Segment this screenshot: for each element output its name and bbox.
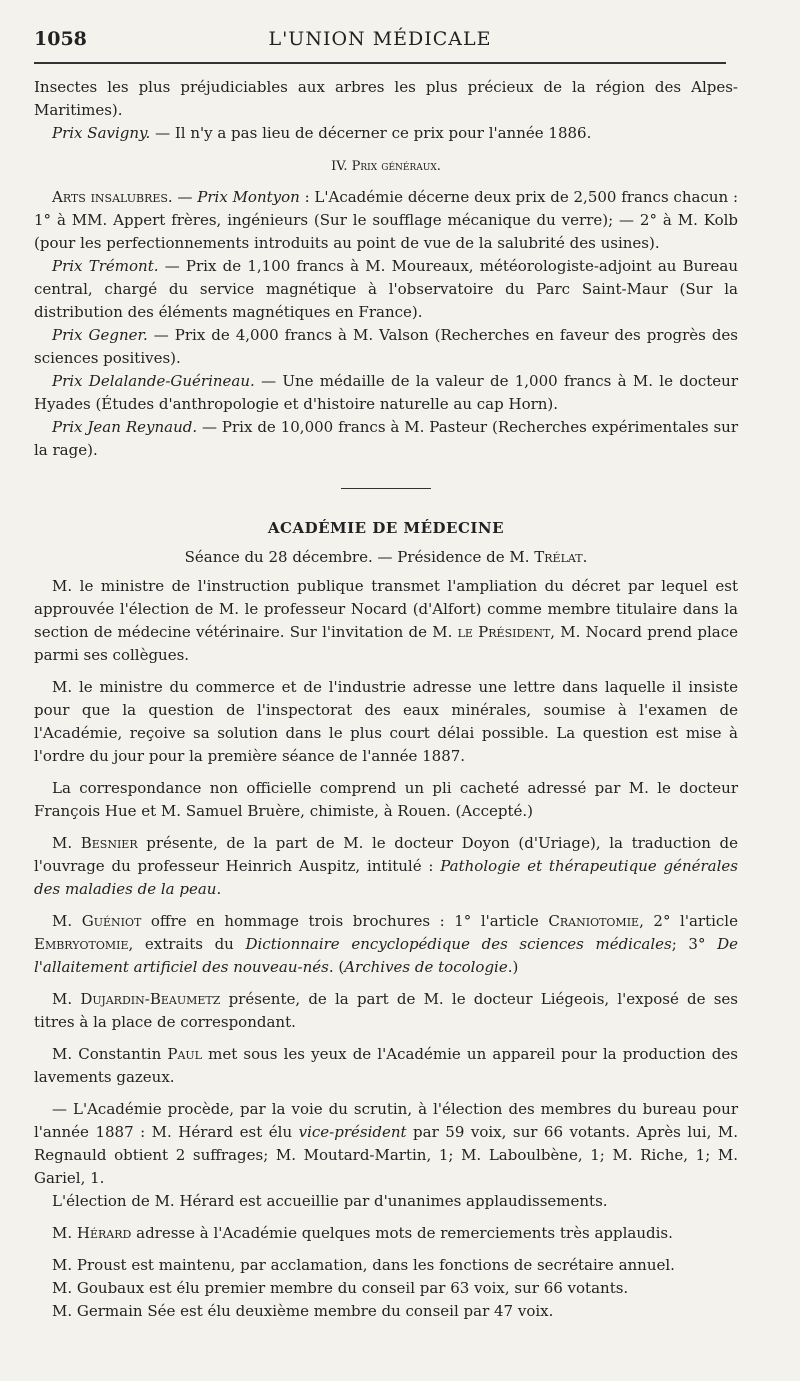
paragraph-ministre-commerce: M. le ministre du commerce et de l'industrie adresse une lettre dans laquelle il insiste pour que la question de l'inspectorat des eaux minérales, soumise à l'examen de l'Académie, reçoive sa solution dans le plus court délai possible. La question est mise à l'ordre du jour pour la première séance de l'année 1887. [34, 678, 738, 765]
paragraph-proust: M. Proust est maintenu, par acclamation, dans les fonctions de secrétaire annuel. [52, 1256, 675, 1274]
journal-title: L'UNION MÉDICALE [268, 28, 492, 50]
section-heading-prix-generaux: IV. Prix généraux. [331, 159, 441, 174]
paragraph-dujardin-beaumetz: M. Dujardin-Beaumetz présente, de la part de M. le docteur Liégeois, l'exposé de ses titres à la place de correspondant. [34, 990, 738, 1031]
paragraph-arts-insalubres: Arts insalubres. — Prix Montyon : L'Académie décerne deux prix de 2,500 francs chacun : 1° à MM. Appert frères, ingénieurs (Sur le soufflage mécanique du verre); — 2° à M. Kolb (pour les perfectionnements introduits au point de vue de la salubrité des usines). [34, 188, 738, 252]
paragraph-goubaux: M. Goubaux est élu premier membre du conseil par 63 voix, sur 66 votants. [52, 1279, 629, 1297]
academie-heading: ACADÉMIE DE MÉDECINE [267, 519, 505, 537]
prize-name: Prix Savigny. [52, 124, 151, 142]
paragraph-paul: M. Constantin Paul met sous les yeux de l'Académie un appareil pour la production des lavements gazeux. [34, 1045, 738, 1086]
page-number: 1058 [34, 28, 87, 50]
paragraph-prix-tremont: Prix Trémont. — Prix de 1,100 francs à M. Moureaux, météorologiste-adjoint au Bureau central, chargé du service magnétique à l'observatoire du Parc Saint-Maur (Sur la distribution des éléments magnétiques en France). [34, 257, 738, 321]
header-rule [34, 62, 726, 64]
paragraph-correspondance: La correspondance non officielle comprend un pli cacheté adressé par M. le docteur François Hue et M. Samuel Bruère, chimiste, à Rouen. (Accepté.) [34, 779, 738, 820]
prix-savigny-continuation: Insectes les plus préjudiciables aux arbres les plus précieux de la région des Alpes-Maritimes). [34, 78, 738, 119]
paragraph-prix-gegner: Prix Gegner. — Prix de 4,000 francs à M. Valson (Recherches en faveur des progrès des sciences positives). [34, 326, 739, 367]
paragraph-herard-remerciements: M. Hérard adresse à l'Académie quelques mots de remerciements très applaudis. [52, 1224, 673, 1242]
paragraph-besnier: M. Besnier présente, de la part de M. le docteur Doyon (d'Uriage), la traduction de l'ouvrage du professeur Heinrich Auspitz, intitulé : Pathologie et thérapeutique générales des maladies de la peau. [34, 834, 738, 898]
paragraph-ministre-instruction: M. le ministre de l'instruction publique transmet l'ampliation du décret par lequel est approuvée l'élection de M. le professeur Nocard (d'Alfort) comme membre titulaire dans la section de médecine vétérinaire. Sur l'invitation de M. le Président, M. Nocard prend place parmi ses collègues. [34, 577, 738, 664]
paragraph-gueniot: M. Guéniot offre en hommage trois brochures : 1° l'article Craniotomie, 2° l'article Embryotomie, extraits du Dictionnaire encyclopédique des sciences médicales; 3° De l'allaitement artificiel des nouveau-nés. (Archives de tocologie.) [34, 912, 738, 976]
section-divider [341, 488, 431, 489]
paragraph-prix-savigny: Prix Savigny. — Il n'y a pas lieu de décerner ce prix pour l'année 1886. [52, 124, 592, 142]
paragraph-herard-applause: L'élection de M. Hérard est accueillie par d'unanimes applaudissements. [52, 1192, 608, 1210]
paragraph-election-bureau: — L'Académie procède, par la voie du scrutin, à l'élection des membres du bureau pour l'année 1887 : M. Hérard est élu vice-président par 59 voix, sur 66 votants. Après lui, M. Regnauld obtient 2 suffrages; M. Moutard-Martin, 1; M. Laboulbène, 1; M. Riche, 1; M. Gariel, 1. [34, 1100, 738, 1187]
paragraph-prix-delalande: Prix Delalande-Guérineau. — Une médaille de la valeur de 1,000 francs à M. le docteur Hyades (Études d'anthropologie et d'histoire naturelle au cap Horn). [34, 372, 738, 413]
paragraph-prix-reynaud: Prix Jean Reynaud. — Prix de 10,000 francs à M. Pasteur (Recherches expérimentales sur la rage). [34, 418, 738, 459]
running-header [34, 28, 726, 52]
paragraph-germain-see: M. Germain Sée est élu deuxième membre du conseil par 47 voix. [52, 1302, 554, 1320]
seance-line: Séance du 28 décembre. — Présidence de M. Trélat. [184, 548, 588, 566]
page-body [34, 76, 738, 1323]
